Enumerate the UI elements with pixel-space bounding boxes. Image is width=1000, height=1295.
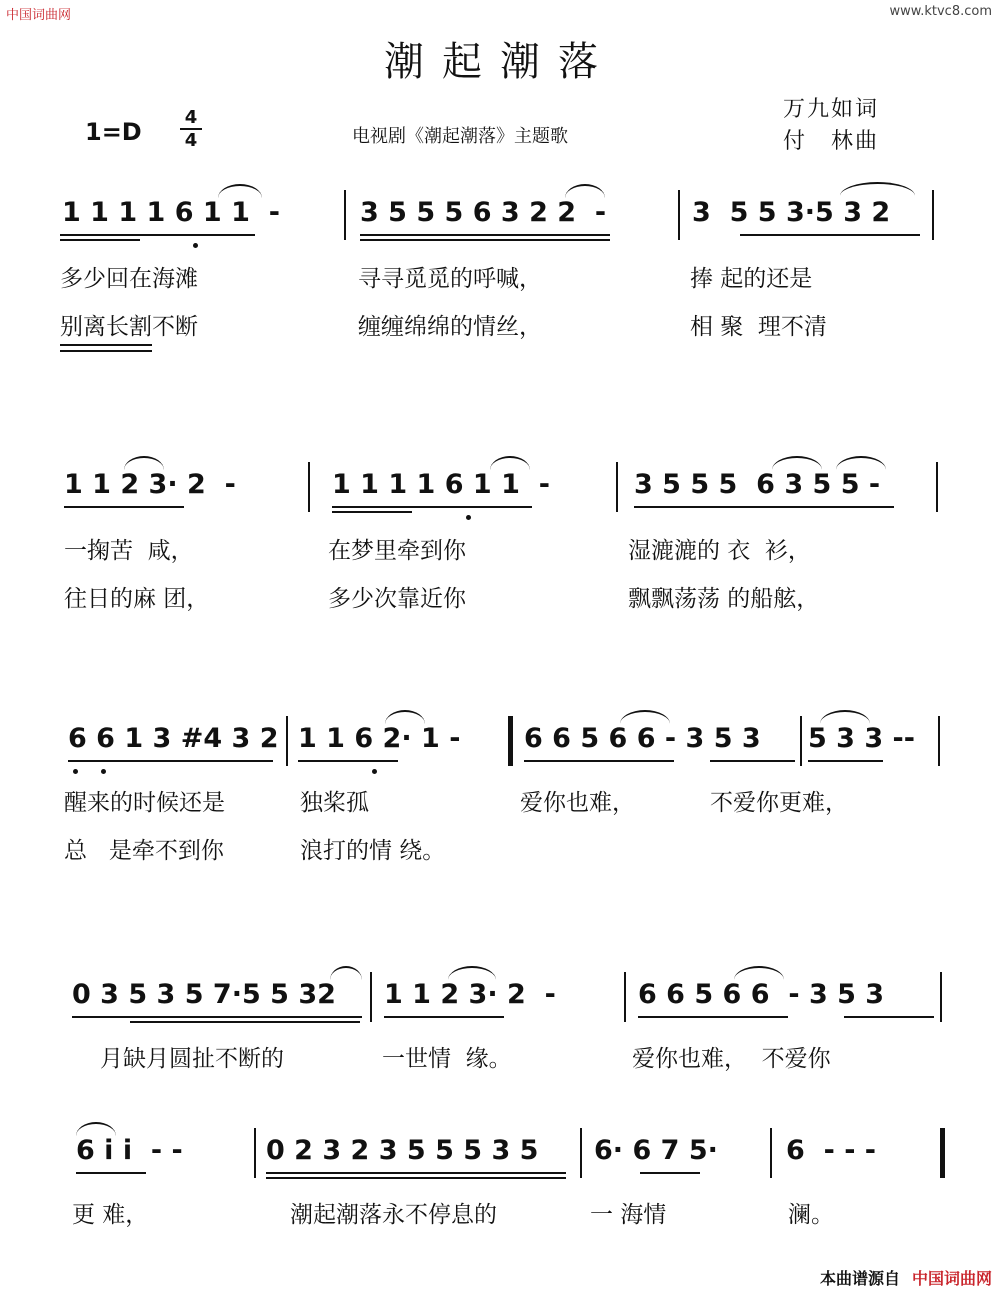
octave-dot bbox=[193, 243, 198, 248]
song-subtitle: 电视剧《潮起潮落》主题歌 bbox=[352, 126, 568, 147]
measure-notes: 3 5 5 5 6 3 5 5 - bbox=[634, 469, 881, 500]
underline bbox=[634, 506, 894, 508]
lyric-line-1: 月缺月圆扯不断的 bbox=[100, 1046, 284, 1072]
slur bbox=[840, 182, 915, 196]
lyric-line-1: 一世情 缘。 bbox=[382, 1046, 512, 1072]
key-signature: 1=D bbox=[85, 118, 142, 146]
lyric-line-1: 不爱你更难， bbox=[710, 790, 848, 816]
barline bbox=[940, 972, 942, 1022]
notation-line bbox=[60, 978, 950, 1018]
slur bbox=[76, 1122, 116, 1136]
lyric-line-1: 寻寻觅觅的呼喊， bbox=[358, 266, 542, 292]
underline bbox=[60, 239, 140, 241]
measure-notes: 1 1 1 1 6 1 1 - bbox=[332, 469, 550, 500]
measure-notes: 1 1 6 2· 1 - bbox=[298, 723, 461, 754]
measure-notes: 6 - - - bbox=[786, 1135, 877, 1166]
lyric-line-2: 相 聚 理不清 bbox=[690, 314, 827, 340]
watermark-right: www.ktvc8.com bbox=[889, 4, 992, 19]
footer-site-name[interactable]: 中国词曲网 bbox=[911, 1269, 992, 1288]
underline bbox=[60, 234, 255, 236]
lyric-line-1: 在梦里牵到你 bbox=[328, 538, 466, 564]
underline bbox=[64, 506, 184, 508]
lyric-line-1: 更 难， bbox=[72, 1202, 149, 1228]
underline bbox=[360, 234, 610, 236]
repeat-start-barline bbox=[508, 716, 513, 766]
barline bbox=[938, 716, 940, 766]
source-footer bbox=[820, 1266, 992, 1289]
octave-dot bbox=[466, 515, 471, 520]
barline bbox=[678, 190, 680, 240]
measure-notes: 5 3 3 -- bbox=[808, 723, 915, 754]
lyric-line-2: 别离长割不断 bbox=[60, 314, 198, 340]
underline bbox=[266, 1177, 566, 1179]
slur bbox=[124, 456, 164, 470]
lyric-line-2: 飘飘荡荡 的船舷， bbox=[628, 586, 820, 612]
lyricist-credit: 万九如词 bbox=[783, 97, 880, 122]
measure-notes: 0 3 5 3 5 7·5 5 32 bbox=[72, 979, 336, 1010]
underline bbox=[638, 1016, 788, 1018]
barline bbox=[932, 190, 934, 240]
barline bbox=[770, 1128, 772, 1178]
barline bbox=[370, 972, 372, 1022]
lyric-line-1: 澜。 bbox=[788, 1202, 834, 1228]
barline bbox=[800, 716, 802, 766]
slur bbox=[734, 966, 784, 980]
underline bbox=[298, 760, 398, 762]
lyric-line-1: 爱你也难， bbox=[520, 790, 635, 816]
measure-notes: 6 6 1 3 #4 3 2 bbox=[68, 723, 279, 754]
underline bbox=[524, 760, 674, 762]
octave-dot bbox=[372, 769, 377, 774]
lyric-line-1: 一 海情 bbox=[590, 1202, 667, 1228]
lyric-line-2: 缠缠绵绵的情丝， bbox=[358, 314, 542, 340]
slur bbox=[772, 456, 822, 470]
lyric-line-2: 浪打的情 绕。 bbox=[300, 838, 446, 864]
slur bbox=[620, 710, 670, 724]
barline bbox=[254, 1128, 256, 1178]
barline bbox=[936, 462, 938, 512]
underline bbox=[76, 1172, 146, 1174]
measure-notes: 1 1 2 3· 2 - bbox=[384, 979, 556, 1010]
lyric-line-2: 多少次靠近你 bbox=[328, 586, 466, 612]
underline bbox=[68, 760, 273, 762]
lyric-underline bbox=[60, 344, 152, 346]
measure-notes: 6 6 5 6 6 - 3 5 3 bbox=[524, 723, 761, 754]
lyric-line-1: 捧 起的还是 bbox=[690, 266, 813, 292]
octave-dot bbox=[73, 769, 78, 774]
footer-source-text: 本曲谱源自 bbox=[819, 1269, 900, 1288]
underline bbox=[384, 1016, 504, 1018]
composer-credit: 付 林曲 bbox=[783, 129, 880, 154]
slur bbox=[836, 456, 886, 470]
slur bbox=[820, 710, 870, 724]
underline bbox=[710, 760, 795, 762]
lyric-line-2: 总 是牵不到你 bbox=[64, 838, 224, 864]
lyric-line-1: 多少回在海滩 bbox=[60, 266, 198, 292]
underline bbox=[640, 1172, 700, 1174]
song-title: 潮起潮落 bbox=[384, 39, 616, 85]
slur bbox=[385, 710, 425, 724]
measure-notes: 3 5 5 3·5 3 2 bbox=[692, 197, 891, 228]
lyric-line-2: 往日的麻 团， bbox=[64, 586, 210, 612]
underline bbox=[332, 506, 532, 508]
barline bbox=[308, 462, 310, 512]
lyric-line-1: 醒来的时候还是 bbox=[64, 790, 225, 816]
lyric-line-1: 潮起潮落永不停息的 bbox=[290, 1202, 497, 1228]
slur bbox=[448, 966, 496, 980]
lyric-line-1: 爱你也难， 不爱你 bbox=[632, 1046, 831, 1072]
watermark-left: 中国词曲网 bbox=[6, 8, 72, 23]
slur bbox=[218, 184, 262, 198]
underline bbox=[844, 1016, 934, 1018]
octave-dot bbox=[101, 769, 106, 774]
time-denominator: 4 bbox=[184, 130, 198, 151]
underline bbox=[332, 511, 412, 513]
time-numerator: 4 bbox=[184, 107, 198, 128]
measure-notes: 6 6 5 6 6 - 3 5 3 bbox=[638, 979, 885, 1010]
notation-line bbox=[60, 196, 950, 236]
barline bbox=[624, 972, 626, 1022]
measure-notes: 1 1 1 1 6 1 1 - bbox=[62, 197, 280, 228]
notation-line bbox=[60, 468, 950, 508]
underline bbox=[266, 1172, 566, 1174]
notation-line bbox=[60, 1134, 950, 1174]
lyric-underline bbox=[60, 350, 152, 352]
slur bbox=[330, 966, 362, 980]
underline bbox=[740, 234, 920, 236]
underline bbox=[360, 239, 610, 241]
notation-line bbox=[60, 722, 950, 762]
underline bbox=[808, 760, 883, 762]
measure-notes: 0 2 3 2 3 5 5 5 3 5 bbox=[266, 1135, 539, 1166]
measure-notes: 1 1 2 3· 2 - bbox=[64, 469, 236, 500]
barline bbox=[286, 716, 288, 766]
measure-notes: 6 i i - - bbox=[76, 1135, 183, 1166]
measure-notes: 3 5 5 5 6 3 2 2 - bbox=[360, 197, 607, 228]
underline bbox=[72, 1016, 362, 1018]
time-signature bbox=[180, 108, 202, 150]
lyric-line-1: 湿漉漉的 衣 衫， bbox=[628, 538, 811, 564]
lyric-line-1: 一掬苦 咸， bbox=[64, 538, 194, 564]
measure-notes: 6· 6 7 5· bbox=[594, 1135, 718, 1166]
slur bbox=[565, 184, 605, 198]
barline bbox=[344, 190, 346, 240]
lyric-line-1: 独桨孤 bbox=[300, 790, 369, 816]
barline bbox=[616, 462, 618, 512]
underline bbox=[130, 1021, 360, 1023]
slur bbox=[490, 456, 530, 470]
barline bbox=[580, 1128, 582, 1178]
repeat-end-barline bbox=[940, 1128, 945, 1178]
